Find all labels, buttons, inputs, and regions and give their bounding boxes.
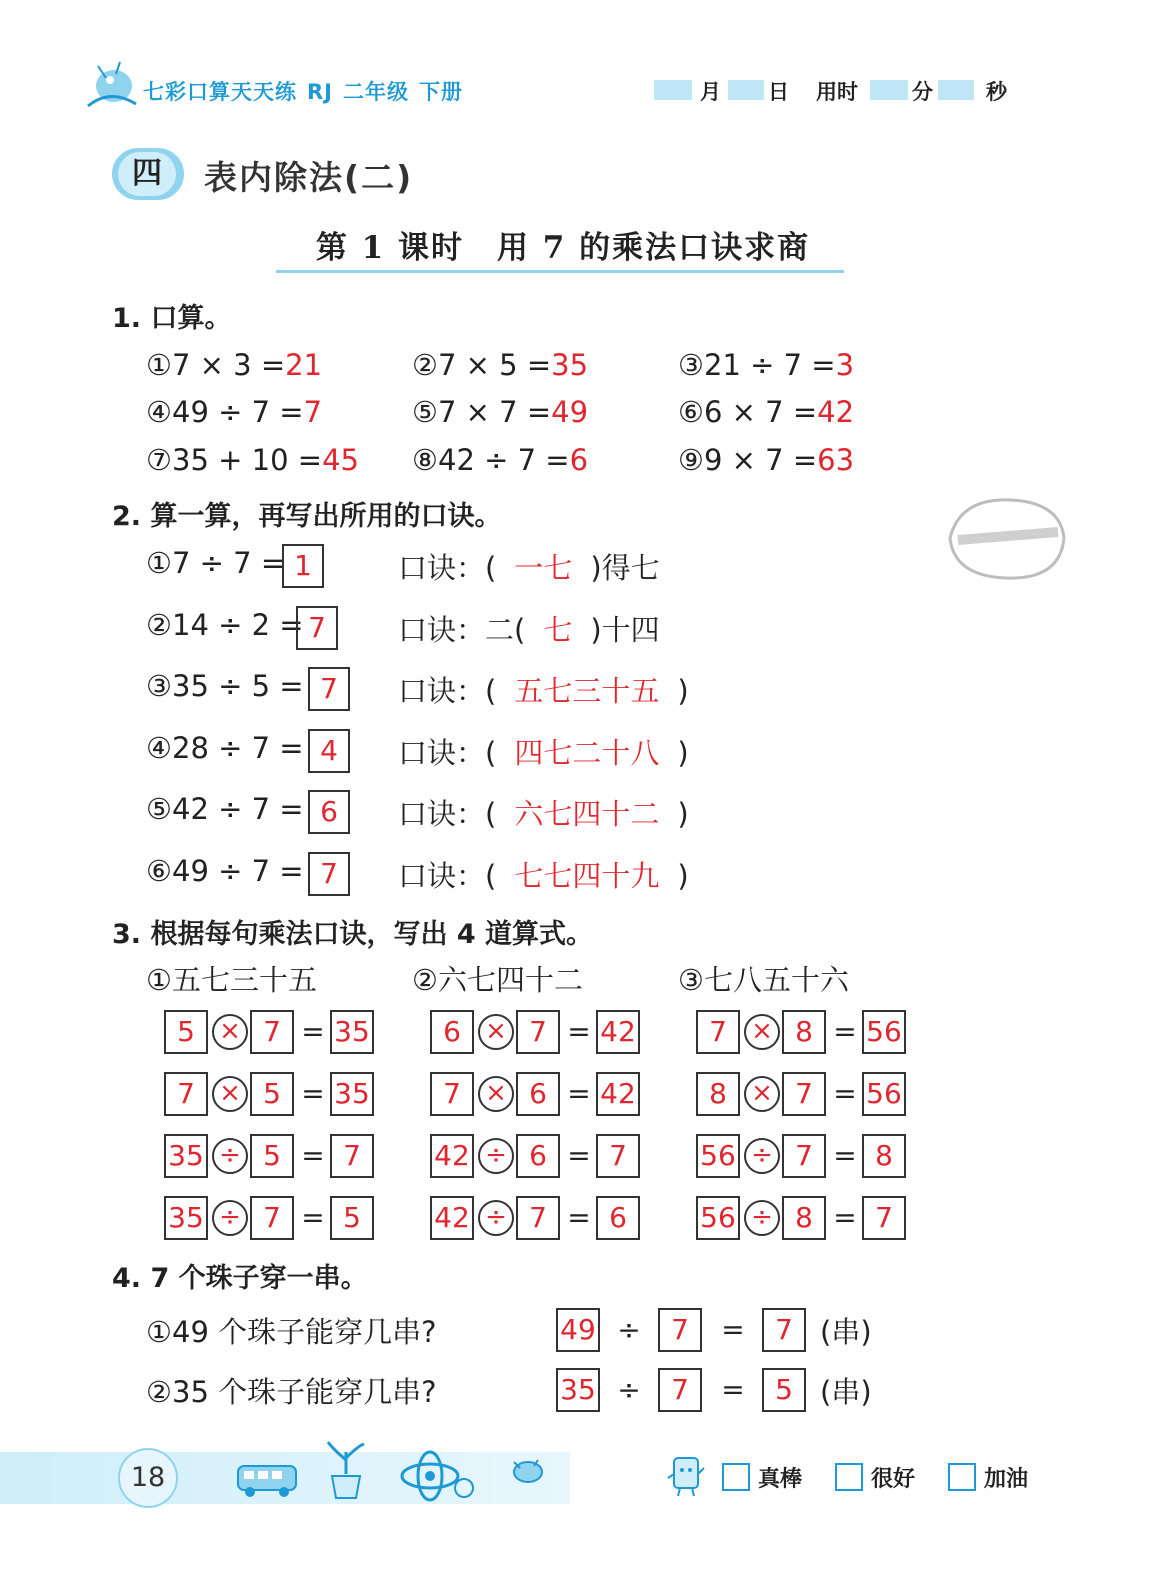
q1-expression: ⑨9 × 7 =	[678, 443, 818, 477]
q3-operand-box[interactable]: 7	[696, 1010, 740, 1054]
q3-equals-sign: =	[567, 1139, 591, 1172]
q3-result-box[interactable]: 56	[862, 1010, 906, 1054]
q3-equals-sign: =	[301, 1077, 325, 1110]
minutes-field[interactable]	[870, 80, 908, 100]
q2-rhyme-fill[interactable]: 七	[543, 613, 573, 647]
q1-item	[678, 395, 854, 429]
q1-answer[interactable]: 45	[322, 443, 359, 477]
q2-answer-box[interactable]: 1	[282, 544, 324, 588]
q1-expression: ⑧42 ÷ 7 =	[412, 443, 570, 477]
rating-checkbox-keep-going[interactable]	[948, 1463, 976, 1491]
q3-operand-box[interactable]: 56	[696, 1196, 740, 1240]
q3-equals-sign: =	[833, 1015, 857, 1048]
unit-title: 表内除法(二)	[204, 158, 414, 197]
q1-expression: ②7 × 5 =	[412, 348, 552, 382]
q2-answer-box[interactable]: 6	[308, 790, 350, 834]
q2-rhyme-post: )	[677, 674, 689, 708]
q3-operand-box[interactable]: 7	[516, 1196, 560, 1240]
q4-result-box[interactable]: 5	[762, 1368, 806, 1412]
rating-checkbox-great[interactable]	[722, 1463, 750, 1491]
q2-rhyme-pre: (	[485, 859, 497, 893]
rating-checkbox-good[interactable]	[835, 1463, 863, 1491]
q4-divisor-box[interactable]: 7	[658, 1308, 702, 1352]
mascot-icon	[664, 1448, 708, 1498]
q3-operator-circle[interactable]: ÷	[478, 1138, 514, 1174]
time-used-label: 用时	[816, 80, 858, 104]
q3-operand-box[interactable]: 8	[696, 1072, 740, 1116]
q1-expression: ⑦35 + 10 =	[146, 443, 323, 477]
month-label: 月	[700, 80, 721, 104]
q1-answer[interactable]: 21	[285, 348, 323, 382]
q3-operator-circle[interactable]: ×	[212, 1076, 248, 1112]
q3-operator-circle[interactable]: ÷	[212, 1200, 248, 1236]
minutes-label: 分	[912, 80, 933, 104]
q4-operator: ÷	[617, 1313, 641, 1346]
q3-rhyme: ②六七四十二	[412, 963, 583, 997]
q1-expression: ⑤7 × 7 =	[412, 395, 552, 429]
q3-equals-sign: =	[567, 1077, 591, 1110]
q1-expression: ⑥6 × 7 =	[678, 395, 818, 429]
bird-icon	[508, 1456, 548, 1486]
q2-rhyme-fill[interactable]: 七七四十九	[514, 859, 660, 893]
q2-rhyme-post: )	[677, 736, 689, 770]
q3-equals-sign: =	[301, 1201, 325, 1234]
q2-answer-box[interactable]: 7	[308, 852, 350, 896]
q2-rhyme-post: )十四	[590, 613, 660, 647]
q2-expression: ④28 ÷ 7 =	[146, 731, 304, 765]
q2-rhyme-label: 口诀：	[398, 859, 486, 893]
q3-operand-box[interactable]: 7	[516, 1010, 560, 1054]
q2-rhyme-label: 口诀：	[398, 674, 486, 708]
q3-result-box[interactable]: 6	[596, 1196, 640, 1240]
q3-result-box[interactable]: 35	[330, 1072, 374, 1116]
q3-operand-box[interactable]: 42	[430, 1196, 474, 1240]
q3-equals-sign: =	[567, 1201, 591, 1234]
q2-rhyme-post: )	[677, 859, 689, 893]
q3-operand-box[interactable]: 7	[430, 1072, 474, 1116]
q1-item	[412, 348, 588, 382]
q4-equals-sign: =	[721, 1373, 745, 1406]
q4-unit: (串)	[820, 1375, 872, 1409]
q1-title: 1. 口算。	[112, 303, 232, 334]
q3-operand-box[interactable]: 7	[164, 1072, 208, 1116]
q3-result-box[interactable]: 35	[330, 1010, 374, 1054]
q3-operand-box[interactable]: 7	[250, 1010, 294, 1054]
q1-item	[412, 395, 588, 429]
q1-expression: ③21 ÷ 7 =	[678, 348, 836, 382]
rating-label-good: 很好	[871, 1467, 916, 1492]
q2-rhyme-label: 口诀：	[398, 736, 486, 770]
q3-operator-circle[interactable]: ×	[744, 1014, 780, 1050]
q2-answer-box[interactable]: 7	[308, 667, 350, 711]
q1-expression: ①7 × 3 =	[146, 348, 286, 382]
q3-operand-box[interactable]: 35	[164, 1196, 208, 1240]
q1-item	[678, 443, 854, 477]
q2-answer-box[interactable]: 4	[308, 729, 350, 773]
q3-operand-box[interactable]: 6	[430, 1010, 474, 1054]
q1-answer[interactable]: 6	[569, 443, 589, 477]
q2-expression: ②14 ÷ 2 =	[146, 608, 304, 642]
q3-operand-box[interactable]: 5	[164, 1010, 208, 1054]
q2-rhyme-fill[interactable]: 五七三十五	[514, 674, 660, 708]
q4-equals-sign: =	[721, 1313, 745, 1346]
q3-equals-sign: =	[301, 1139, 325, 1172]
volume: 下册	[418, 80, 463, 104]
month-field[interactable]	[654, 80, 692, 100]
watermark-stamp-icon	[940, 488, 1070, 588]
q1-expression: ④49 ÷ 7 =	[146, 395, 304, 429]
day-label: 日	[768, 80, 789, 104]
q3-operand-box[interactable]: 6	[516, 1134, 560, 1178]
q3-result-box[interactable]: 42	[596, 1010, 640, 1054]
q4-operator: ÷	[617, 1373, 641, 1406]
q3-operand-box[interactable]: 7	[782, 1072, 826, 1116]
q2-expression: ①7 ÷ 7 =	[146, 546, 286, 580]
rating-label-keep-going: 加油	[984, 1467, 1029, 1492]
q4-question: ②35 个珠子能穿几串?	[146, 1375, 437, 1409]
lesson-title-underline	[276, 270, 844, 273]
q3-operator-circle[interactable]: ÷	[744, 1138, 780, 1174]
q3-equals-sign: =	[833, 1139, 857, 1172]
q2-rhyme-fill[interactable]: 六七四十二	[514, 797, 660, 831]
q3-result-box[interactable]: 56	[862, 1072, 906, 1116]
q3-result-box[interactable]: 7	[596, 1134, 640, 1178]
q1-item	[146, 395, 322, 429]
q3-title: 3. 根据每句乘法口诀，写出 4 道算式。	[112, 919, 594, 950]
q4-result-box[interactable]: 7	[762, 1308, 806, 1352]
day-field[interactable]	[728, 80, 764, 100]
q2-rhyme-post: )得七	[590, 551, 660, 585]
q1-answer[interactable]: 7	[303, 395, 323, 429]
q1-answer[interactable]: 3	[835, 348, 855, 382]
q2-title: 2. 算一算，再写出所用的口诀。	[112, 501, 502, 532]
q2-rhyme-line	[398, 854, 689, 895]
q3-operator-circle[interactable]: ÷	[744, 1200, 780, 1236]
q3-operator-circle[interactable]: ÷	[478, 1200, 514, 1236]
lesson-title: 第 1 课时 用 7 的乘法口诀求商	[315, 230, 811, 266]
q2-rhyme-line	[398, 608, 660, 649]
q2-rhyme-line	[398, 731, 689, 772]
q2-rhyme-label: 口诀：	[398, 797, 486, 831]
q1-item	[146, 443, 359, 477]
q4-dividend-box[interactable]: 49	[556, 1308, 600, 1352]
q3-result-box[interactable]: 7	[862, 1196, 906, 1240]
q3-result-box[interactable]: 7	[330, 1134, 374, 1178]
potted-plant-icon	[322, 1438, 370, 1502]
q3-rhyme: ①五七三十五	[146, 963, 317, 997]
bus-icon	[236, 1462, 300, 1500]
q4-dividend-box[interactable]: 35	[556, 1368, 600, 1412]
q2-rhyme-fill[interactable]: 四七二十八	[514, 736, 660, 770]
q3-equals-sign: =	[567, 1015, 591, 1048]
q1-answer[interactable]: 49	[551, 395, 589, 429]
seconds-field[interactable]	[938, 80, 974, 100]
unit-badge: 四	[118, 152, 176, 196]
q1-answer[interactable]: 63	[817, 443, 855, 477]
q3-equals-sign: =	[833, 1201, 857, 1234]
q3-rhyme: ③七八五十六	[678, 963, 849, 997]
q2-rhyme-line	[398, 546, 660, 587]
atom-icon	[398, 1448, 478, 1504]
q3-operand-box[interactable]: 42	[430, 1134, 474, 1178]
q2-expression: ⑤42 ÷ 7 =	[146, 792, 304, 826]
page-number: 18	[118, 1448, 178, 1508]
q2-rhyme-line	[398, 792, 689, 833]
q2-answer-box[interactable]: 7	[296, 606, 338, 650]
q2-rhyme-line	[398, 669, 689, 710]
q3-operator-circle[interactable]: ×	[212, 1014, 248, 1050]
q3-operator-circle[interactable]: ×	[478, 1076, 514, 1112]
q1-answer[interactable]: 35	[551, 348, 589, 382]
q3-operand-box[interactable]: 7	[250, 1196, 294, 1240]
seconds-label: 秒	[986, 80, 1007, 104]
q2-rhyme-label: 口诀：	[398, 551, 486, 585]
q3-operator-circle[interactable]: ÷	[212, 1138, 248, 1174]
q3-operand-box[interactable]: 8	[782, 1196, 826, 1240]
q2-rhyme-pre: (	[485, 674, 497, 708]
q1-item	[678, 348, 854, 382]
q3-operand-box[interactable]: 56	[696, 1134, 740, 1178]
q2-rhyme-pre: (	[485, 797, 497, 831]
q3-result-box[interactable]: 5	[330, 1196, 374, 1240]
q2-expression: ③35 ÷ 5 =	[146, 669, 304, 703]
q3-result-box[interactable]: 8	[862, 1134, 906, 1178]
q2-rhyme-post: )	[677, 797, 689, 831]
q2-rhyme-fill[interactable]: 一七	[514, 551, 573, 585]
header-series-title	[143, 76, 473, 106]
q3-operator-circle[interactable]: ×	[478, 1014, 514, 1050]
q4-question: ①49 个珠子能穿几串?	[146, 1315, 437, 1349]
q1-answer[interactable]: 42	[817, 395, 855, 429]
q4-unit: (串)	[820, 1315, 872, 1349]
q4-title: 4. 7 个珠子穿一串。	[112, 1263, 368, 1294]
q3-operand-box[interactable]: 5	[250, 1072, 294, 1116]
q3-operand-box[interactable]: 8	[782, 1010, 826, 1054]
q3-operand-box[interactable]: 6	[516, 1072, 560, 1116]
q3-equals-sign: =	[301, 1015, 325, 1048]
q3-result-box[interactable]: 42	[596, 1072, 640, 1116]
q1-item	[412, 443, 588, 477]
q2-rhyme-pre: (	[485, 551, 497, 585]
header-logo-icon	[80, 58, 140, 110]
edition: RJ	[307, 80, 333, 104]
q3-operator-circle[interactable]: ×	[744, 1076, 780, 1112]
q3-operand-box[interactable]: 5	[250, 1134, 294, 1178]
q2-rhyme-pre: (	[485, 736, 497, 770]
q3-operand-box[interactable]: 35	[164, 1134, 208, 1178]
rating-label-great: 真棒	[758, 1467, 803, 1492]
q3-operand-box[interactable]: 7	[782, 1134, 826, 1178]
series-name: 七彩口算天天练	[143, 80, 297, 104]
q2-rhyme-label: 口诀：	[398, 613, 486, 647]
q3-equals-sign: =	[833, 1077, 857, 1110]
q1-item	[146, 348, 322, 382]
q2-rhyme-pre: 二(	[485, 613, 526, 647]
q2-expression: ⑥49 ÷ 7 =	[146, 854, 304, 888]
grade: 二年级	[342, 80, 409, 104]
q4-divisor-box[interactable]: 7	[658, 1368, 702, 1412]
